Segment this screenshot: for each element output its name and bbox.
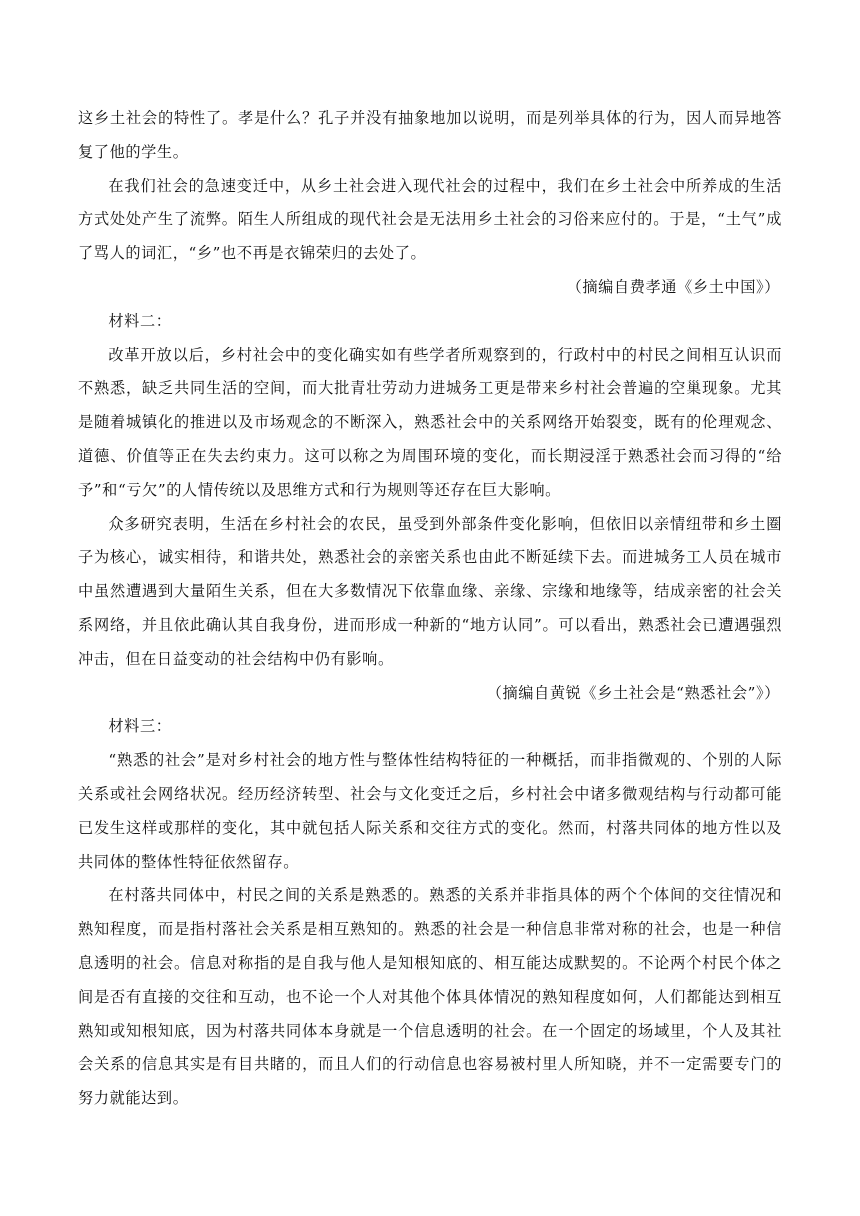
paragraph: “熟悉的社会”是对乡村社会的地方性与整体性结构特征的一种概括，而非指微观的、个别的人际关系或社会网络状况。经历经济转型、社会与文化变迁之后，乡村社会中诸多微观结构与行动都可能已发生这样或那样的变化，其中就包括人际关系和交往方式的变化。然而，村落共同体的地方性以及共同体的整体性特征依然留存。 xyxy=(78,751,782,871)
paragraph: 众多研究表明，生活在乡村社会的农民，虽受到外部条件变化影响，但依旧以亲情纽带和乡土圈子为核心，诚实相待，和谐共处，熟悉社会的亲密关系也由此不断延续下去。而进城务工人员在城市中虽然遭遇到大量陌生关系，但在大多数情况下依靠血缘、亲缘、宗缘和地缘等，结成亲密的社会关系网络，并且依此确认其自我身份，进而形成一种新的“地方认同”。可以看出，熟悉社会已遭遇强烈冲击，但在日益变动的社会结构中仍有影响。 xyxy=(78,514,782,668)
material-heading: 材料二： xyxy=(108,311,172,330)
material-heading: 材料三： xyxy=(108,717,172,736)
paragraph: 在村落共同体中，村民之间的关系是熟悉的。熟悉的关系并非指具体的两个个体间的交往情况和熟知程度，而是指村落社会关系是相互熟知的。熟悉的社会是一种信息非常对称的社会，也是一种信息透明的社会。信息对称指的是自我与他人是知根知底的、相互能达成默契的。不论两个村民个体之间是否有直接的交往和互动，也不论一个人对其他个体具体情况的熟知程度如何，人们都能达到相互熟知或知根知底，因为村落共同体本身就是一个信息透明的社会。在一个固定的场域里，个人及其社会关系的信息其实是有目共睹的，而且人们的行动信息也容易被村里人所知晓，并不一定需要专门的努力就能达到。 xyxy=(78,886,782,1108)
source-citation: （摘编自费孝通《乡土中国》） xyxy=(566,277,780,296)
paragraph-continuation: 这乡土社会的特性了。孝是什么？孔子并没有抽象地加以说明，而是列举具体的行为，因人而异地答复了他的学生。 xyxy=(78,109,782,161)
paragraph: 改革开放以后，乡村社会中的变化确实如有些学者所观察到的，行政村中的村民之间相互认识而不熟悉，缺乏共同生活的空间，而大批青壮劳动力进城务工更是带来乡村社会普遍的空巢现象。尤其是随着城镇化的推进以及市场观念的不断深入，熟悉社会中的关系网络开始裂变，既有的伦理观念、道德、价值等正在失去约束力。这可以称之为周围环境的变化，而长期浸淫于熟悉社会而习得的“给予”和“亏欠”的人情传统以及思维方式和行为规则等还存在巨大影响。 xyxy=(78,345,782,499)
paragraph: 在我们社会的急速变迁中，从乡土社会进入现代社会的过程中，我们在乡土社会中所养成的生活方式处处产生了流弊。陌生人所组成的现代社会是无法用乡土社会的习俗来应付的。于是，“土气”成了骂人的词汇，“乡”也不再是衣锦荣归的去处了。 xyxy=(78,176,782,263)
document-page xyxy=(78,102,782,1116)
source-citation: （摘编自黄锐《乡土社会是“熟悉社会”》） xyxy=(486,683,780,702)
